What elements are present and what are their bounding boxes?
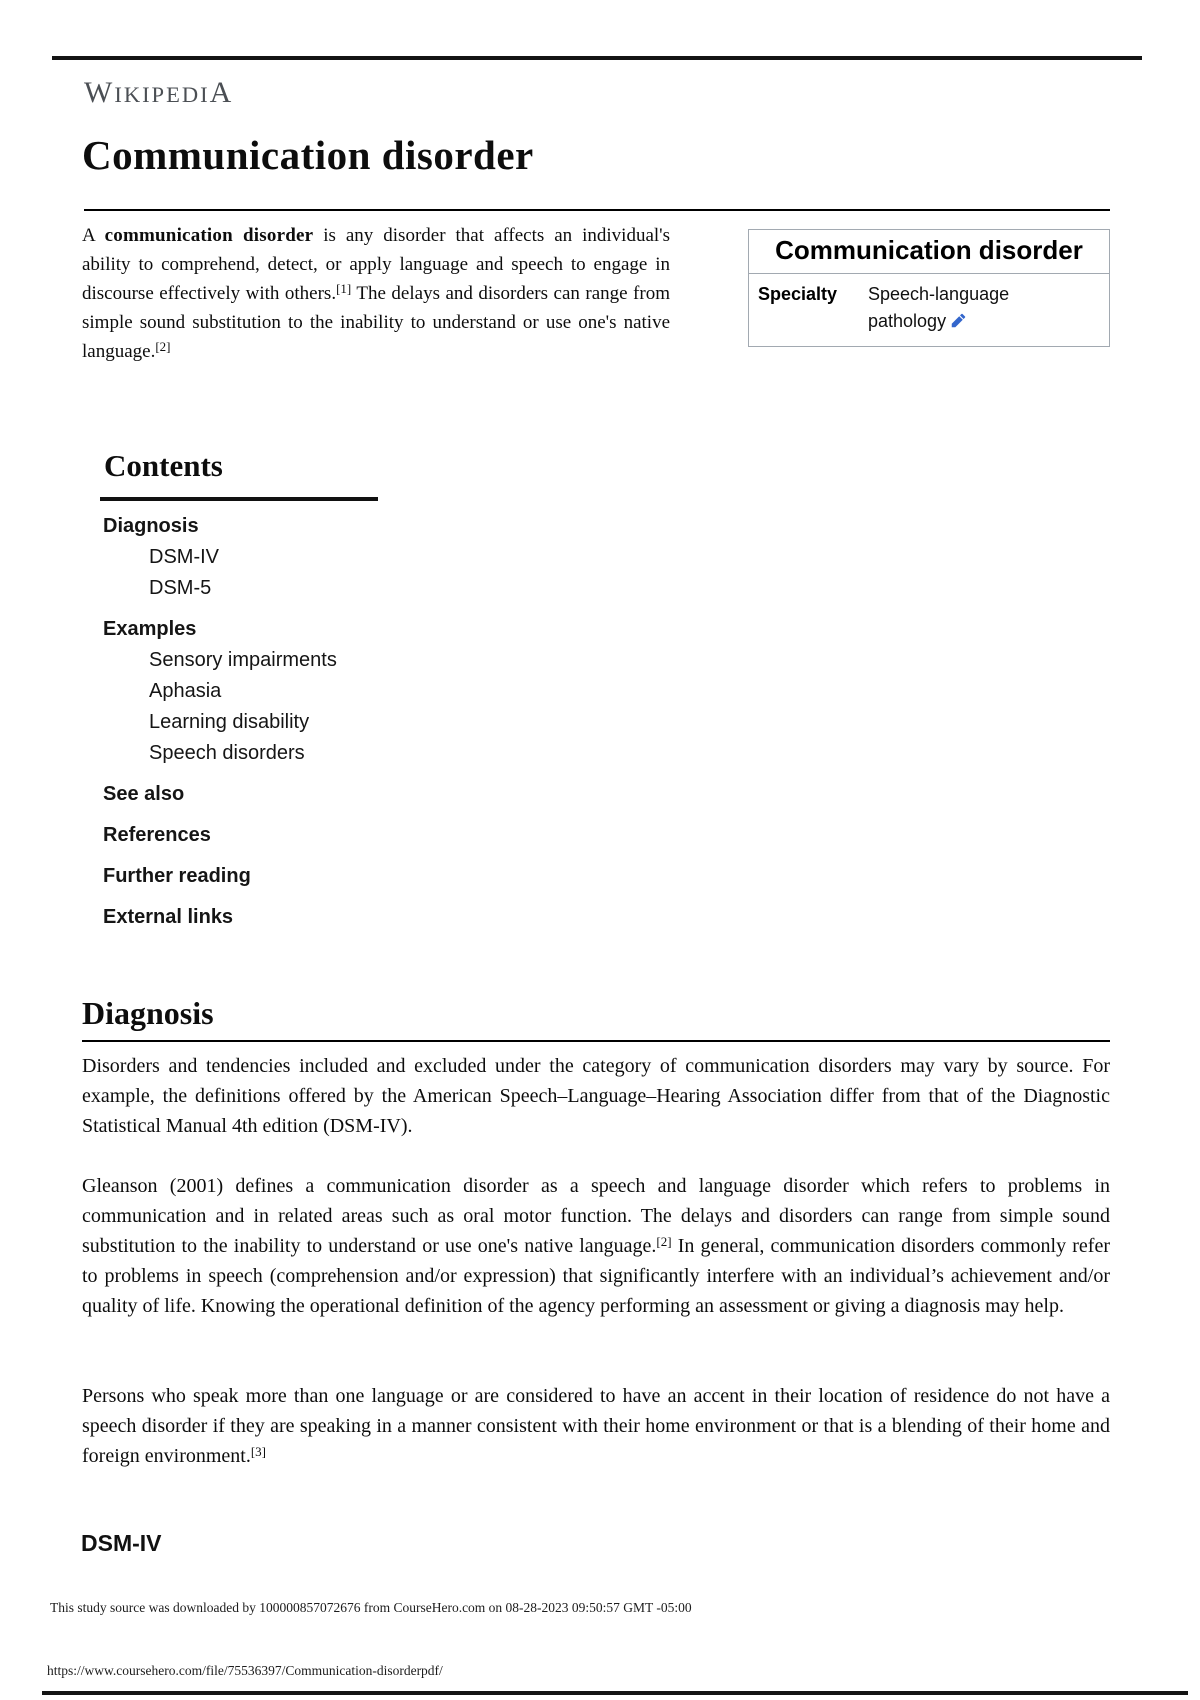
toc-item-external-links[interactable]: External links [103, 906, 234, 928]
wordmark-letters: IKIPEDI [114, 82, 210, 107]
table-of-contents [103, 511, 337, 933]
reference-link-2[interactable]: [2] [155, 339, 171, 354]
toc-item-aphasia[interactable]: Aphasia [149, 680, 222, 702]
toc-item-references[interactable]: References [103, 824, 211, 846]
toc-item-dsm-5[interactable]: DSM-5 [149, 577, 212, 599]
infobox-value [868, 281, 1044, 336]
infobox-label: Specialty [758, 284, 838, 304]
wikipedia-wordmark [84, 76, 233, 110]
lead-paragraph [82, 221, 670, 366]
toc-item-sensory-impairments[interactable]: Sensory impairments [149, 649, 337, 671]
toc-item-further-reading[interactable]: Further reading [103, 865, 251, 887]
diagnosis-paragraph-3 [82, 1381, 1110, 1471]
wordmark-letter: A [209, 76, 234, 109]
reference-link-2[interactable]: [2] [656, 1234, 672, 1249]
reference-link-1[interactable]: [1] [336, 281, 352, 296]
infobox-row-specialty [749, 274, 1109, 346]
specialty-value-text: Speech-language pathology [868, 284, 1010, 331]
infobox [748, 229, 1110, 347]
lead-text: A [82, 225, 105, 246]
paragraph-text: Gleanson (2001) defines a communication disorder as a speech and language disorder which refers to problems in communication and in related areas such as oral motor function. The delays and disorders can range from simple sound substitution to the inability to understand or use one's native language. [82, 1175, 1110, 1257]
paragraph-text: Persons who speak more than one language or are considered to have an accent in their location of residence do not have a speech disorder if they are speaking in a manner consistent with their home environment or that is a blending of their home and foreign environment. [82, 1385, 1110, 1467]
lead-text: is any disorder that affects an individual's ability to comprehend, detect, or apply language and speech to engage in discourse effectively with others. [82, 225, 670, 304]
toc-item-speech-disorders[interactable]: Speech disorders [149, 742, 305, 764]
coursehero-download-notice: This study source was downloaded by 100000857072676 from CourseHero.com on 08-28-2023 09:50:57 GMT -05:00 [50, 1600, 692, 1615]
title-underline [84, 209, 1110, 211]
toc-item-learning-disability[interactable]: Learning disability [149, 711, 310, 733]
infobox-title: Communication disorder [749, 230, 1109, 274]
contents-underline [100, 497, 378, 501]
lead-text: The delays and disorders can range from simple sound substitution to the inability to understand or use one's native language. [82, 283, 670, 362]
page-title: Communication disorder [82, 132, 534, 178]
paragraph-text: In general, communication disorders commonly refer to problems in speech (comprehension and/or expression) that significantly interfere with an individual’s achievement and/or quality of life. Knowing the operational definition of the agency performing an assessment or giving a diagnosis may help. [82, 1235, 1110, 1317]
diagnosis-paragraph-2 [82, 1171, 1110, 1321]
coursehero-source-url[interactable]: https://www.coursehero.com/file/75536397/Communication-disorderpdf/ [47, 1663, 443, 1678]
section-heading-underline [82, 1040, 1110, 1042]
wordmark-letter: W [84, 76, 115, 109]
toc-item-see-also[interactable]: See also [103, 783, 185, 805]
section-heading-diagnosis: Diagnosis [82, 995, 214, 1031]
toc-item-dsm-iv[interactable]: DSM-IV [149, 546, 219, 568]
diagnosis-paragraph-1: Disorders and tendencies included and excluded under the category of communication disorders may vary by source. For example, the definitions offered by the American Speech–Language–Hearing Association differ from that of the Diagnostic Statistical Manual 4th edition (DSM-IV). [82, 1055, 1110, 1137]
top-divider [52, 56, 1142, 60]
pencil-edit-icon[interactable] [951, 309, 966, 336]
toc-item-examples[interactable]: Examples [103, 618, 197, 640]
lead-bold-term: communication disorder [104, 225, 314, 246]
bottom-divider [42, 1691, 1188, 1695]
contents-heading: Contents [104, 448, 223, 483]
subsection-heading-dsm-iv: DSM-IV [81, 1530, 162, 1556]
toc-item-diagnosis[interactable]: Diagnosis [103, 515, 199, 537]
reference-link-3[interactable]: [3] [250, 1444, 267, 1459]
